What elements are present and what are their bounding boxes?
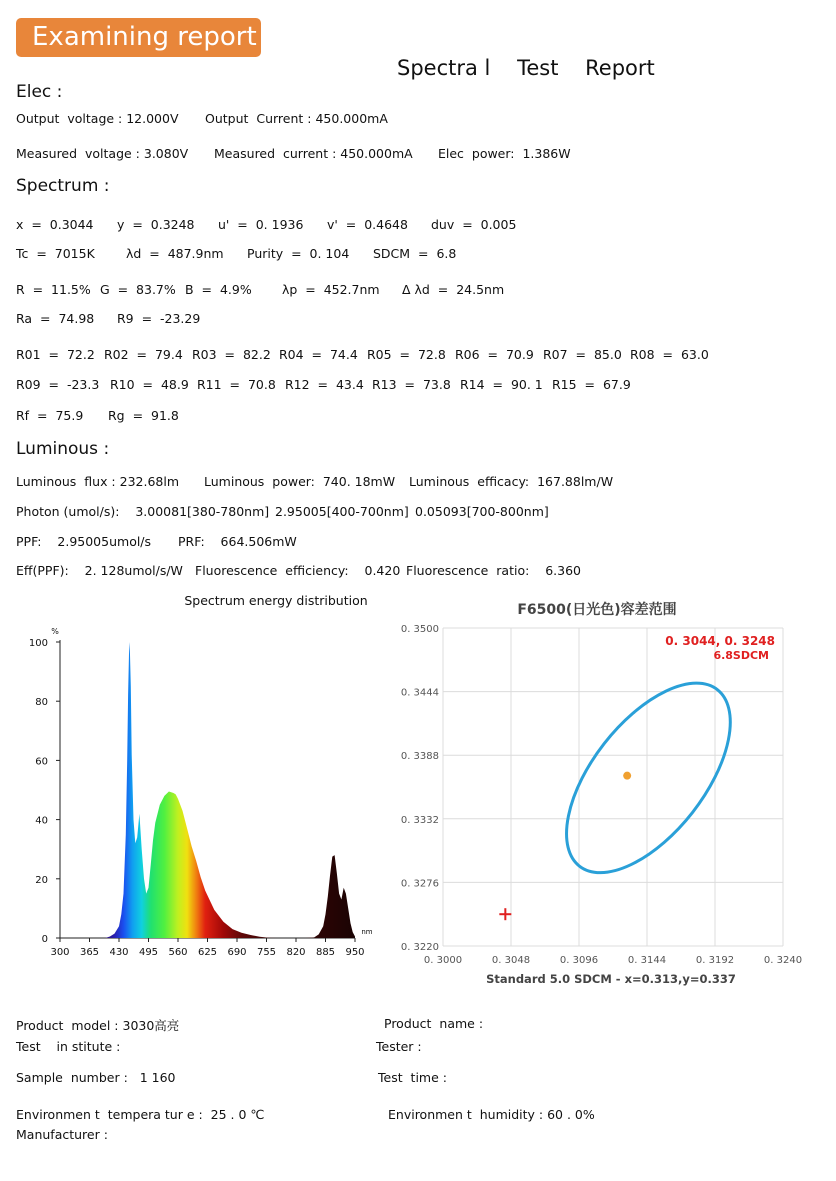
y-tick-label: 0: [41, 934, 48, 945]
environment-temperature: Environmen t tempera tur e : 25 . 0 ℃: [16, 1107, 265, 1122]
r-value-row5-6: R07 = 85.0: [543, 347, 622, 362]
prf: PRF: 664.506mW: [178, 534, 297, 549]
tolerance-x-label: Standard 5.0 SDCM - x=0.313,y=0.337: [486, 972, 736, 986]
spec-sdcm: SDCM = 6.8: [373, 246, 457, 261]
r-value-row5-3: R04 = 74.4: [279, 347, 358, 362]
elec-power: Elec power: 1.386W: [438, 146, 571, 161]
spec-g: G = 83.7%: [100, 282, 176, 297]
spec-rf: Rf = 75.9: [16, 408, 84, 423]
y-tick-label: 60: [35, 756, 48, 768]
y-tick-label: 0. 3388: [400, 751, 439, 763]
x-tick-label: 755: [256, 947, 277, 958]
x-tick-label: 0. 3048: [491, 955, 531, 966]
spec-b: B = 4.9%: [185, 282, 252, 297]
tolerance-chart: [385, 590, 810, 990]
r-value-row5-2: R03 = 82.2: [192, 347, 271, 362]
photon-400-700: 2.95005[400-700nm]: [275, 504, 409, 519]
x-tick-label: 0. 3096: [559, 955, 599, 966]
r-value-row6-3: R12 = 43.4: [285, 377, 364, 392]
photon-380-780: Photon (umol/s): 3.00081[380-780nm]: [16, 504, 270, 519]
r-value-row5-0: R01 = 72.2: [16, 347, 95, 362]
measured-voltage: Measured voltage : 3.080V: [16, 146, 189, 161]
r-value-row5-1: R02 = 79.4: [104, 347, 183, 362]
eff-ppf: Eff(PPF): 2. 128umol/s/W: [16, 563, 183, 578]
spec-v: v' = 0.4648: [327, 217, 408, 232]
y-tick-label: 80: [35, 697, 48, 709]
y-tick-label: 20: [35, 874, 48, 886]
tester: Tester :: [376, 1039, 422, 1054]
standard-point: [623, 772, 631, 780]
x-axis-label: nm: [361, 928, 373, 936]
sample-number: Sample number : 1 160: [16, 1070, 176, 1085]
y-tick-label: 0. 3444: [400, 687, 439, 699]
spectrum-area: [105, 642, 355, 938]
spec-ra: Ra = 74.98: [16, 311, 95, 326]
spec-ld: λd = 487.9nm: [126, 246, 224, 261]
r-value-row6-0: R09 = -23.3: [16, 377, 100, 392]
r-value-row6-1: R10 = 48.9: [110, 377, 189, 392]
spec-tc: Tc = 7015K: [16, 246, 95, 261]
luminous-flux: Luminous flux : 232.68lm: [16, 474, 180, 489]
spec-duv: duv = 0.005: [431, 217, 517, 232]
tolerance-title: F6500(日光色)容差范围: [517, 602, 677, 618]
spec-purity: Purity = 0. 104: [247, 246, 350, 261]
luminous-efficacy: Luminous efficacy: 167.88lm/W: [409, 474, 614, 489]
spec-lp: λp = 452.7nm: [282, 282, 380, 297]
y-tick-label: 40: [35, 815, 48, 827]
r-value-row5-7: R08 = 63.0: [630, 347, 709, 362]
test-institute: Test in stitute :: [16, 1039, 121, 1054]
y-axis-label: %: [51, 627, 59, 636]
annotation-sdcm: 6.8SDCM: [713, 649, 769, 662]
spec-y: y = 0.3248: [117, 217, 195, 232]
product-model: Product model : 3030高亮: [16, 1018, 180, 1033]
r-value-row6-4: R13 = 73.8: [372, 377, 451, 392]
chart-title: Spectrum energy distribution: [184, 593, 368, 608]
x-tick-label: 0. 3192: [695, 955, 735, 966]
x-tick-label: 495: [138, 947, 159, 958]
x-tick-label: 560: [168, 947, 188, 958]
r-value-row5-4: R05 = 72.8: [367, 347, 446, 362]
y-tick-label: 0. 3276: [400, 878, 439, 890]
y-tick-label: 100: [28, 638, 48, 649]
environment-humidity: Environmen t humidity : 60 . 0%: [388, 1107, 595, 1122]
spec-rg: Rg = 91.8: [108, 408, 179, 423]
luminous-heading: Luminous :: [16, 439, 110, 459]
elec-heading: Elec :: [16, 82, 63, 102]
product-name: Product name :: [384, 1016, 484, 1031]
y-tick-label: 0. 3500: [400, 624, 439, 635]
x-tick-label: 820: [286, 947, 306, 958]
x-tick-label: 690: [227, 947, 247, 958]
x-tick-label: 430: [109, 947, 129, 958]
spec-r9: R9 = -23.29: [117, 311, 201, 326]
measured-current: Measured current : 450.000mA: [214, 146, 413, 161]
annotation-coords: 0. 3044, 0. 3248: [665, 634, 775, 648]
output-current: Output Current : 450.000mA: [205, 111, 388, 126]
spectrum-heading: Spectrum :: [16, 176, 110, 196]
spectrum-energy-chart: [0, 585, 390, 970]
r-value-row6-5: R14 = 90. 1: [460, 377, 543, 392]
test-time: Test time :: [378, 1070, 447, 1085]
x-tick-label: 625: [197, 947, 218, 958]
fluorescence-ratio: Fluorescence ratio: 6.360: [406, 563, 582, 578]
r-value-row6-2: R11 = 70.8: [197, 377, 276, 392]
spec-x: x = 0.3044: [16, 217, 94, 232]
ppf: PPF: 2.95005umol/s: [16, 534, 152, 549]
spec-dld: Δ λd = 24.5nm: [402, 282, 505, 297]
x-tick-label: 300: [50, 947, 70, 958]
luminous-power: Luminous power: 740. 18mW: [204, 474, 396, 489]
x-tick-label: 365: [79, 947, 100, 958]
y-tick-label: 0. 3220: [400, 942, 439, 953]
x-tick-label: 885: [315, 947, 336, 958]
x-tick-label: 950: [345, 947, 365, 958]
y-tick-label: 0. 3332: [400, 814, 439, 826]
fluorescence-efficiency: Fluorescence efficiency: 0.420: [195, 563, 401, 578]
x-tick-label: 0. 3240: [763, 955, 803, 966]
manufacturer: Manufacturer :: [16, 1127, 108, 1142]
spec-r: R = 11.5%: [16, 282, 91, 297]
x-tick-label: 0. 3000: [423, 955, 463, 966]
photon-700-800: 0.05093[700-800nm]: [415, 504, 549, 519]
output-voltage: Output voltage : 12.000V: [16, 111, 179, 126]
report-badge: Examining report: [16, 18, 261, 57]
spec-u: u' = 0. 1936: [218, 217, 304, 232]
report-title: Spectra l Test Report: [397, 56, 655, 80]
r-value-row5-5: R06 = 70.9: [455, 347, 534, 362]
x-tick-label: 0. 3144: [627, 955, 667, 966]
r-value-row6-6: R15 = 67.9: [552, 377, 631, 392]
